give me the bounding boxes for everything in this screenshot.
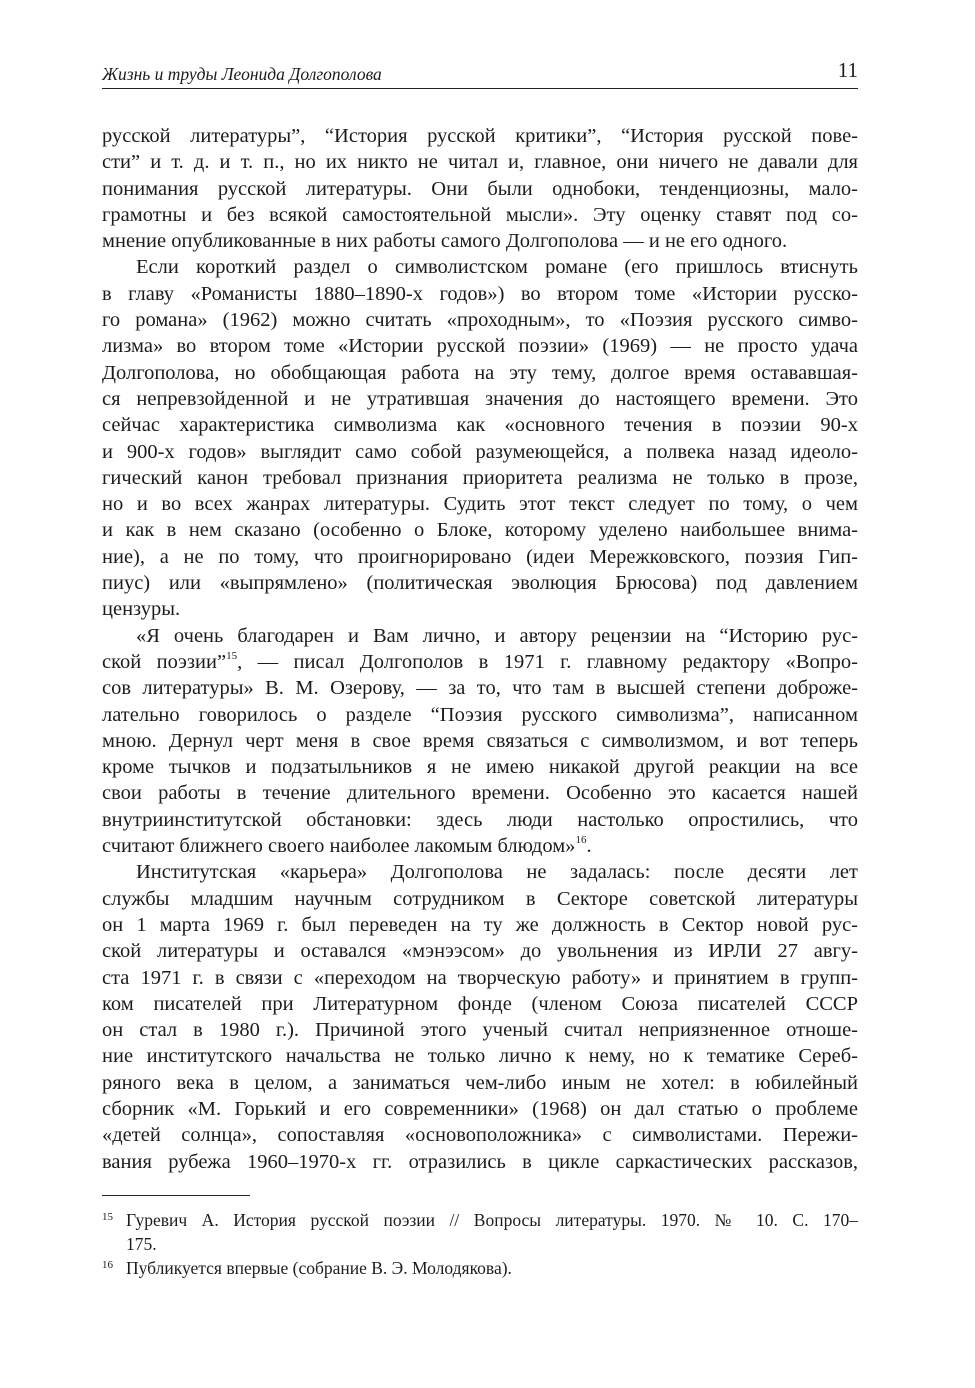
text-line: он стал в 1980 г.). Причиной этого ученый считал неприязненное отноше-: [102, 1019, 858, 1042]
text-line: Если короткий раздел о символистском романе (его пришлось втиснуть: [136, 256, 858, 279]
text-line: понимания русской литературы. Они были однобоки, тенденциозны, мало-: [102, 177, 858, 200]
footnote-ref[interactable]: 16: [575, 834, 587, 847]
text-line: ком писателей при Литературном фонде (членом Союза писателей СССР: [102, 992, 858, 1015]
page-number: 11: [837, 58, 858, 82]
text-line: Долгополова, но обобщающая работа на эту тему, долгое время остававшая-: [102, 361, 858, 384]
text-line: «Я очень благодарен и Вам лично, и автору рецензии на “Историю рус-: [136, 624, 858, 647]
text-line: сов литературы» В. М. Озерову, — за то, что там в высшей степени доброже-: [102, 677, 858, 700]
text-fragment: , — писал Долгополов в 1971 г. главному редактору «Вопро-: [237, 650, 859, 673]
text-line: ской литературы и оставался «мэнээсом» до увольнения из ИРЛИ 27 авгу-: [102, 940, 858, 963]
text-line: он 1 марта 1969 г. был переведен на ту же должность в Сектор новой рус-: [102, 913, 858, 936]
footnote-divider: [102, 1195, 250, 1196]
footnote-text: 175.: [126, 1234, 157, 1254]
text-line: [102, 833, 858, 859]
text-line: мнение опубликованные в них работы самого Долгополова — и не его одного.: [102, 230, 788, 253]
text-line: русской литературы”, “История русской критики”, “История русской пове-: [102, 125, 858, 147]
running-title: Жизнь и труды Леонида Долгополова: [102, 64, 382, 84]
text-line: внутриинститутской обстановки: здесь люди настолько опростились, что: [102, 808, 858, 831]
main-text: [102, 123, 858, 1175]
text-line: ние), а не по тому, что проигнорировано (идеи Мережковского, поэзия Гип-: [102, 545, 858, 568]
text-fragment: считают ближнего своего наиболее лакомым блюдом»: [102, 835, 576, 858]
running-header: [102, 58, 858, 89]
footnote-number: 15: [102, 1211, 113, 1223]
footnote-line: [102, 1256, 858, 1280]
footnotes: [102, 1208, 858, 1280]
text-line: Институтская «карьера» Долгополова не задалась: после десяти лет: [136, 861, 858, 884]
text-line: пиус) или «выпрямлено» (политическая эволюция Брюсова) под давлением: [102, 572, 858, 595]
footnote-text: Гуревич А. История русской поэзии // Вопросы литературы. 1970. № 10. С. 170–: [126, 1210, 858, 1230]
text-line: ряного века в целом, а заниматься чем-либо иным не хотел: в юбилейный: [102, 1071, 858, 1094]
text-line: службы младшим научным сотрудником в Секторе советской литературы: [102, 887, 858, 910]
text-line: сборник «М. Горький и его современники» (1968) он дал статью о проблеме: [102, 1097, 858, 1120]
text-line: грамотны и без всякой самостоятельной мысли». Эту оценку ставят под со-: [102, 203, 858, 226]
footnote-line: [102, 1232, 858, 1256]
text-line: кроме тычков и подзатыльников я не имею никакой другой реакции на все: [102, 756, 858, 779]
text-line: сейчас характеристика символизма как «основного течения в поэзии 90-х: [102, 414, 858, 437]
text-line: [102, 649, 858, 675]
text-line: ста 1971 г. в связи с «переходом на творческую работу» и принятием в групп-: [102, 966, 858, 989]
text-line: го романа» (1962) можно считать «проходным», то «Поэзия русского симво-: [102, 309, 858, 332]
footnote-number: 16: [102, 1259, 113, 1271]
text-line: лизма» во втором томе «Истории русской поэзии» (1969) — не просто удача: [102, 335, 858, 358]
text-line: и 900-х годов» выглядит само собой разумеющейся, а полвека назад идеоло-: [102, 440, 858, 463]
text-line: «детей солнца», сопоставляя «основоположника» с символистами. Пережи-: [102, 1124, 858, 1147]
footnote-line: [102, 1208, 858, 1232]
text-line: свои работы в течение длительного времени. Особенно это касается нашей: [102, 782, 858, 805]
text-line: вания рубежа 1960–1970-х гг. отразились в цикле саркастических рассказов,: [102, 1150, 858, 1173]
text-line: и как в нем сказано (особенно о Блоке, которому уделено наибольшее внима-: [102, 519, 858, 542]
text-fragment: ской поэзии”: [102, 650, 227, 673]
text-line: ние институтского начальства не только лично к нему, но к тематике Сереб-: [102, 1045, 858, 1068]
footnote-ref[interactable]: 15: [226, 649, 238, 662]
text-line: лательно говорилось о разделе “Поэзия русского символизма”, написанном: [102, 703, 858, 726]
text-line: цензуры.: [102, 598, 181, 621]
text-line: но и во всех жанрах литературы. Судить этот текст следует по тому, о чем: [102, 493, 858, 516]
text-fragment: .: [586, 835, 592, 858]
text-line: сти” и т. д. и т. п., но их никто не читал и, главное, они ничего не давали для: [102, 151, 858, 174]
text-line: гический канон требовал признания приоритета реализма не только в прозе,: [102, 466, 858, 489]
text-line: мною. Дернул черт меня в свое время связаться с символизмом, и вот теперь: [102, 729, 858, 752]
footnote-text: Публикуется впервые (собрание В. Э. Молодякова).: [126, 1258, 512, 1278]
text-line: в главу «Романисты 1880–1890-х годов») во втором томе «Истории русско-: [102, 282, 858, 305]
text-line: ся непревзойденной и не утратившая значения до настоящего времени. Это: [102, 387, 858, 410]
